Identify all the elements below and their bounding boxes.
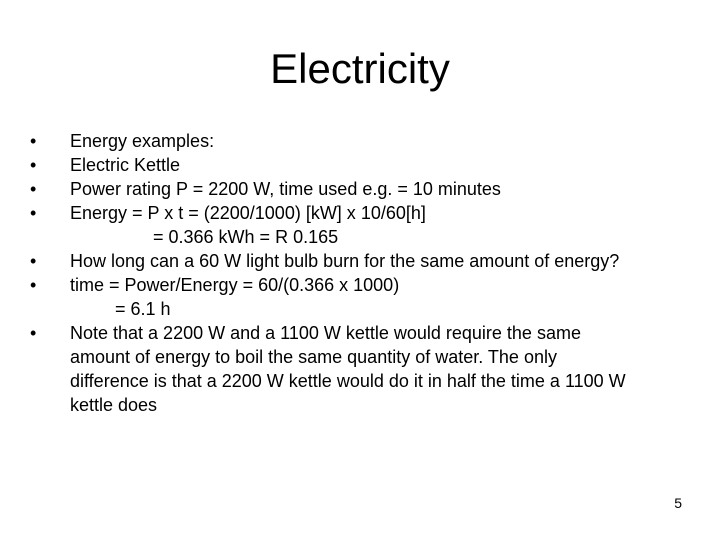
bullet-item: [0, 321, 720, 345]
bullet-item: [0, 273, 720, 297]
slide-title: Electricity: [270, 45, 450, 92]
continuation-line: [0, 225, 720, 249]
bullet-marker: •: [30, 251, 37, 271]
bullet-text: Electric Kettle: [70, 155, 181, 175]
bullet-marker: •: [30, 203, 37, 223]
bullet-text: Note that a 2200 W and a 1100 W kettle would require the same: [70, 323, 581, 343]
bullet-text: How long can a 60 W light bulb burn for the same amount of energy?: [70, 251, 620, 271]
bullet-item: [0, 129, 720, 153]
bullet-text: Energy examples:: [70, 131, 215, 151]
continuation-line: [0, 393, 720, 417]
continuation-text: kettle does: [70, 395, 158, 415]
bullet-text: Energy = P x t = (2200/1000) [kW] x 10/60[h]: [70, 203, 426, 223]
continuation-line: [0, 369, 720, 393]
bullet-marker: •: [30, 131, 37, 151]
slide-body: [0, 129, 720, 417]
continuation-text: = 6.1 h: [115, 299, 171, 319]
bullet-item: [0, 177, 720, 201]
bullet-item: [0, 153, 720, 177]
bullet-marker: •: [30, 323, 37, 343]
bullet-marker: •: [30, 179, 37, 199]
continuation-text: difference is that a 2200 W kettle would do it in half the time a 1100 W: [70, 371, 626, 391]
continuation-line: [0, 297, 720, 321]
bullet-marker: •: [30, 155, 37, 175]
bullet-marker: •: [30, 275, 37, 295]
bullet-text: Power rating P = 2200 W, time used e.g. = 10 minutes: [70, 179, 501, 199]
continuation-line: [0, 345, 720, 369]
continuation-text: = 0.366 kWh = R 0.165: [153, 227, 339, 247]
page-number: 5: [674, 495, 682, 511]
bullet-text: time = Power/Energy = 60/(0.366 x 1000): [70, 275, 400, 295]
continuation-text: amount of energy to boil the same quantity of water. The only: [70, 347, 557, 367]
bullet-item: [0, 201, 720, 225]
bullet-item: [0, 249, 720, 273]
